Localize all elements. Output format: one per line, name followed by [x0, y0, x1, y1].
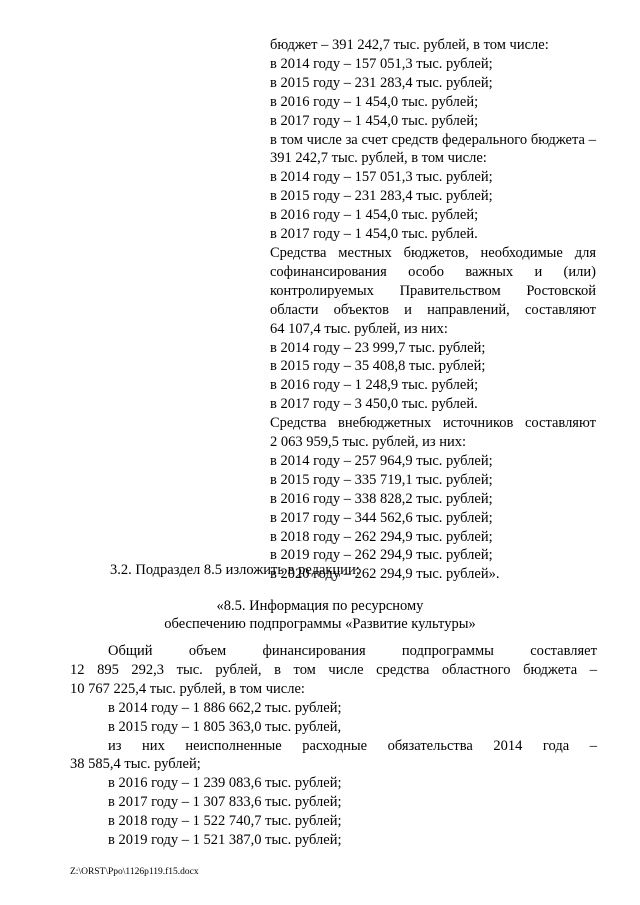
text-line [70, 737, 597, 756]
word: – [589, 661, 597, 678]
text-line [70, 699, 597, 718]
word: в 2016 году – 338 828,2 тыс. рублей; [270, 490, 493, 507]
word: том [293, 661, 316, 678]
word: том [280, 131, 303, 148]
text-line [70, 755, 597, 774]
word: объем [188, 643, 227, 659]
word: бюджетов, [403, 244, 469, 261]
text-line [270, 452, 596, 471]
word: – [588, 131, 596, 148]
word: 10 767 225,4 тыс. рублей, в том числе: [70, 680, 305, 697]
word: числе [306, 131, 342, 148]
text-line [270, 131, 596, 150]
text-line [270, 490, 596, 509]
text-line [270, 55, 596, 74]
word: софинансирования [270, 263, 387, 280]
text-line [270, 36, 596, 55]
text-line [70, 680, 597, 699]
word: федерального [442, 131, 528, 148]
word: бюджет – 391 242,7 тыс. рублей, в том числе: [270, 37, 549, 53]
word: тыс. [176, 661, 203, 678]
word: Средства [270, 415, 327, 432]
word: в 2015 году – 335 719,1 тыс. рублей; [270, 471, 493, 488]
word: 12 [70, 661, 85, 678]
word: 391 242,7 тыс. рублей, в том числе: [270, 150, 487, 167]
footer-file-path: Z:\ORST\Ppo\1126p119.f15.docx [70, 867, 199, 877]
word: в 2017 году – 1 454,0 тыс. рублей. [270, 226, 478, 243]
word: в 2016 году – 1 248,9 тыс. рублей; [270, 377, 479, 394]
word: года [542, 737, 570, 754]
word: в 2015 году – 35 408,8 тыс. рублей; [270, 358, 486, 375]
text-line [70, 718, 597, 737]
word: расходные [302, 737, 368, 754]
word: источников [442, 415, 514, 432]
word: в 2015 году – 231 283,4 тыс. рублей; [270, 74, 493, 91]
text-line [270, 225, 596, 244]
text-line [270, 509, 596, 528]
word: для [574, 244, 596, 261]
word: счет [361, 131, 388, 148]
text-line [70, 793, 597, 812]
text-line [270, 112, 596, 131]
word: средств [391, 131, 439, 148]
word: и [404, 301, 412, 318]
word: – [589, 737, 597, 754]
text-line [270, 263, 596, 282]
word: в 2014 году – 157 051,3 тыс. рублей; [270, 55, 493, 72]
word: в 2014 году – 1 886 662,2 тыс. рублей; [108, 699, 342, 716]
word: Правительством [399, 282, 501, 299]
right-column-text [270, 36, 596, 584]
word: составляет [530, 643, 597, 659]
text-line [270, 471, 596, 490]
text-line [270, 414, 596, 433]
word: в [274, 661, 281, 678]
word: (или) [563, 263, 596, 280]
word: и [534, 263, 543, 280]
text-line [270, 187, 596, 206]
text-line [70, 812, 597, 831]
word: них [142, 737, 165, 754]
word: внебюджетных [338, 415, 432, 432]
word: числе [328, 661, 364, 678]
section-heading: 3.2. Подраздел 8.5 изложить в редакции: [110, 562, 360, 578]
word: необходимые [480, 244, 563, 261]
word: области [270, 301, 319, 318]
word: в 2017 году – 3 450,0 тыс. рублей. [270, 396, 478, 413]
word: составляют [524, 415, 596, 432]
word: важных [465, 263, 514, 280]
word: 38 585,4 тыс. рублей; [70, 756, 201, 773]
word: неисполненные [185, 737, 282, 754]
word: 895 [97, 661, 119, 678]
word: областного [441, 661, 511, 678]
word: в 2017 году – 1 454,0 тыс. рублей; [270, 112, 479, 129]
text-line [270, 357, 596, 376]
text-line [270, 339, 596, 358]
word: в 2020 году – 262 294,9 тыс. рублей». [270, 566, 500, 583]
word: особо [408, 263, 445, 280]
word: бюджета [530, 131, 585, 148]
word: в 2018 году – 262 294,9 тыс. рублей; [270, 528, 493, 545]
text-line [270, 93, 596, 112]
word: обязательства [387, 737, 473, 754]
word: средства [376, 661, 430, 678]
word: Средства [270, 244, 327, 261]
word: за [345, 131, 358, 148]
text-line [270, 149, 596, 168]
word: в 2019 году – 262 294,9 тыс. рублей; [270, 547, 493, 564]
text-line [270, 206, 596, 225]
word: подпрограммы [401, 643, 494, 659]
text-line [270, 282, 596, 301]
word: в 2015 году – 1 805 363,0 тыс. рублей, [108, 718, 342, 735]
word: в 2014 году – 257 964,9 тыс. рублей; [270, 452, 493, 469]
word: Ростовской [526, 282, 596, 299]
word: 292,3 [131, 661, 165, 678]
word: бюджета [523, 661, 578, 678]
word: в 2016 году – 1 454,0 тыс. рублей; [270, 207, 479, 224]
text-line [70, 661, 597, 680]
word: финансирования [262, 643, 366, 659]
text-line [270, 433, 596, 452]
word: в 2016 году – 1 239 083,6 тыс. рублей; [108, 775, 342, 792]
section-title-line-2: обеспечению подпрограммы «Развитие культуры» [164, 616, 476, 632]
text-line [270, 74, 596, 93]
word: в 2014 году – 23 999,7 тыс. рублей; [270, 339, 486, 356]
word: рублей, [215, 661, 262, 678]
text-line [70, 774, 597, 793]
word: в 2019 году – 1 521 387,0 тыс. рублей; [108, 832, 342, 849]
text-line [270, 376, 596, 395]
word: в 2017 году – 344 562,6 тыс. рублей; [270, 509, 493, 526]
word: в 2017 году – 1 307 833,6 тыс. рублей; [108, 794, 342, 811]
word: местных [338, 244, 392, 261]
word: объектов [333, 301, 389, 318]
body-text [70, 642, 597, 850]
word: контролируемых [270, 282, 374, 299]
text-line [270, 528, 596, 547]
word: составляют [524, 301, 596, 318]
word: в 2014 году – 157 051,3 тыс. рублей; [270, 169, 493, 186]
word: в 2016 году – 1 454,0 тыс. рублей; [270, 93, 479, 110]
word: из [108, 737, 122, 754]
word: в [270, 131, 277, 148]
word: направлений, [427, 301, 510, 318]
text-line [270, 168, 596, 187]
text-line [70, 831, 597, 850]
section-title-line-1: «8.5. Информация по ресурсному [216, 598, 424, 614]
word: Общий [108, 643, 153, 659]
text-line [270, 301, 596, 320]
word: 64 107,4 тыс. рублей, из них: [270, 320, 448, 337]
word: в 2018 году – 1 522 740,7 тыс. рублей; [108, 813, 342, 830]
text-line [270, 320, 596, 339]
text-line [70, 642, 597, 661]
word: 2014 [493, 737, 523, 754]
word: в 2015 году – 231 283,4 тыс. рублей; [270, 188, 493, 205]
text-line [270, 395, 596, 414]
text-line [270, 244, 596, 263]
word: 2 063 959,5 тыс. рублей, из них: [270, 434, 466, 451]
